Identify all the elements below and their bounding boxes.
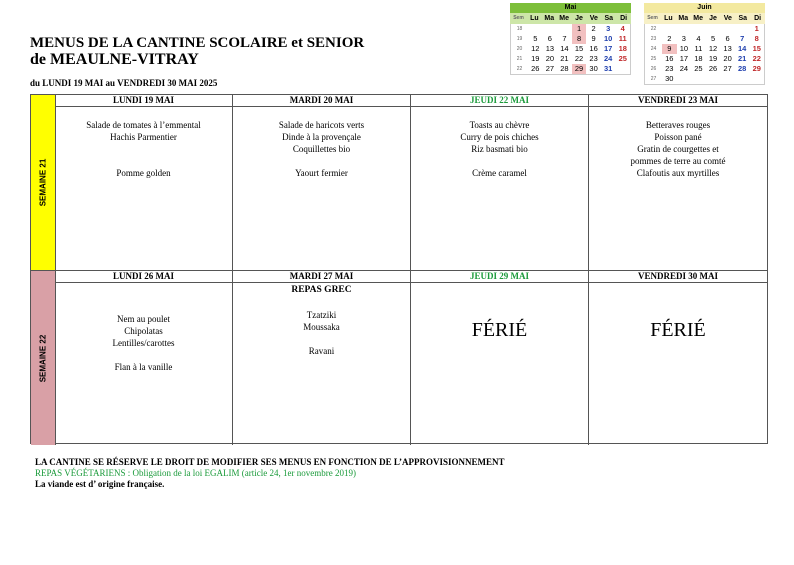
calendar-week-number: 21 [516, 56, 523, 62]
calendar-day [677, 74, 692, 84]
calendar-day: 12 [708, 44, 718, 53]
calendar-day: 27 [545, 64, 555, 73]
menu-items: Toasts au chèvre Curry de pois chiches Riz basmati bio Crème caramel [460, 120, 539, 178]
calendar-juin [644, 3, 765, 85]
calendar-day: 22 [752, 54, 761, 63]
calendar-week-number: 22 [516, 66, 523, 72]
calendar-weekday: Sem [513, 15, 524, 21]
calendar-day: 11 [618, 34, 627, 43]
calendar-day: 30 [589, 64, 598, 73]
calendar-day: 16 [665, 54, 674, 63]
calendar-day: 10 [679, 44, 689, 53]
day-jeudi-22 [411, 95, 589, 270]
calendar-day [543, 24, 558, 34]
calendar-weekday: Ma [544, 15, 555, 22]
calendar-weekday: Sa [604, 15, 613, 22]
calendar-day: 5 [710, 34, 716, 43]
calendar-day [706, 74, 721, 84]
calendar-day: 20 [545, 54, 555, 63]
calendar-day: 20 [723, 54, 732, 63]
page-subtitle: de MEAULNE-VITRAY [30, 51, 199, 68]
calendar-day: 13 [545, 44, 555, 53]
calendar-day [677, 24, 692, 34]
calendar-week-row [645, 64, 764, 74]
calendar-day: 29 [572, 64, 587, 74]
day-lundi-19 [55, 95, 233, 270]
calendar-day: 26 [531, 64, 540, 73]
calendar-weekday: Sem [647, 15, 658, 21]
calendar-day: 22 [574, 54, 584, 63]
day-header: LUNDI 19 MAI [55, 95, 232, 107]
calendar-day [706, 24, 721, 34]
calendar-day: 18 [694, 54, 703, 63]
calendar-day [720, 74, 735, 84]
calendar-day: 15 [574, 44, 584, 53]
day-jeudi-29 [411, 271, 589, 445]
calendar-day: 13 [723, 44, 732, 53]
day-header: MARDI 20 MAI [233, 95, 410, 107]
calendar-day: 4 [620, 24, 625, 33]
calendar-week-row [645, 54, 764, 64]
calendar-day: 14 [560, 44, 569, 53]
calendar-week-row [645, 44, 764, 54]
calendar-day: 19 [531, 54, 540, 63]
calendar-week-number: 22 [650, 26, 657, 32]
calendar-week-row [645, 24, 764, 34]
calendar-week-number: 18 [516, 26, 523, 32]
day-header: LUNDI 26 MAI [55, 271, 232, 283]
calendar-weekday: Ve [723, 15, 732, 22]
date-range: du LUNDI 19 MAI au VENDREDI 30 MAI 2025 [30, 78, 218, 88]
calendar-week-row [511, 34, 630, 44]
holiday-label: FÉRIÉ [650, 319, 706, 341]
calendar-month-header: Juin [644, 3, 765, 13]
calendar-week-row [511, 24, 630, 34]
calendar-day: 25 [694, 64, 703, 73]
calendar-weekday: Di [620, 15, 628, 22]
calendar-weekday: Me [693, 15, 704, 22]
calendar-weekday: Lu [664, 15, 673, 22]
calendar-day: 30 [665, 74, 674, 83]
day-lundi-26 [55, 271, 233, 445]
calendar-day: 2 [591, 24, 596, 33]
day-mardi-20 [233, 95, 411, 270]
calendar-weekday: Sa [738, 15, 747, 22]
calendar-day: 10 [604, 34, 613, 43]
calendar-week-number: 25 [650, 56, 657, 62]
calendar-day: 19 [708, 54, 718, 63]
calendar-week-number: 23 [650, 36, 657, 42]
menu-items: Tzatziki Moussaka Ravani [303, 310, 340, 356]
calendar-mai [510, 3, 631, 75]
calendar-day [615, 64, 630, 74]
calendar-day [691, 24, 706, 34]
note-disclaimer: LA CANTINE SE RÉSERVE LE DROIT DE MODIFIER SES MENUS EN FONCTION DE L’APPROVISIONNEMENT [35, 457, 505, 467]
calendar-day: 17 [604, 44, 613, 53]
calendar-week-row [511, 64, 630, 74]
calendar-day: 15 [752, 44, 761, 53]
calendar-day [691, 74, 706, 84]
calendar-weekday: Je [709, 15, 717, 22]
week-label: SEMAINE 21 [31, 95, 56, 270]
calendar-week-number: 20 [516, 46, 523, 52]
week-21 [31, 95, 767, 270]
calendar-weekday: Ve [589, 15, 598, 22]
calendar-day: 12 [531, 44, 540, 53]
footer-notes [35, 457, 505, 490]
calendar-day: 7 [740, 34, 745, 43]
calendar-day: 8 [572, 34, 587, 44]
week-label: SEMAINE 22 [31, 271, 56, 445]
calendar-day: 11 [694, 44, 703, 53]
page-title: MENUS DE LA CANTINE SCOLAIRE et SENIOR [30, 35, 365, 51]
calendar-day: 21 [738, 54, 747, 63]
day-header: VENDREDI 23 MAI [589, 95, 767, 107]
calendar-day: 28 [560, 64, 569, 73]
calendar-weekday: Lu [530, 15, 539, 22]
calendar-weekday-row [644, 13, 765, 24]
calendar-day: 7 [562, 34, 567, 43]
calendar-day: 23 [665, 64, 674, 73]
calendar-month-header: Mai [510, 3, 631, 13]
calendar-weekday-row [510, 13, 631, 24]
menu-items: Betteraves rouges Poisson pané Gratin de courgettes et pommes de terre au comté Clafoutis aux myrtilles [630, 120, 726, 178]
calendar-day: 1 [754, 24, 759, 33]
calendar-day: 26 [708, 64, 718, 73]
calendar-day: 31 [604, 64, 613, 73]
calendar-day: 24 [679, 64, 689, 73]
calendar-week-number: 26 [650, 66, 657, 72]
calendar-day: 3 [681, 34, 686, 43]
day-header: JEUDI 29 MAI [411, 271, 588, 283]
calendar-day: 4 [696, 34, 701, 43]
calendar-day: 21 [560, 54, 569, 63]
calendar-day: 29 [752, 64, 761, 73]
calendar-day [735, 74, 750, 84]
note-meat-origin: La viande est d’ origine française. [35, 479, 165, 489]
calendar-day: 2 [667, 34, 672, 43]
menu-items: Salade de haricots verts Dinde à la provençale Coquillettes bio Yaourt fermier [278, 120, 365, 178]
day-header: JEUDI 22 MAI [411, 95, 588, 107]
note-vegetarian: REPAS VÉGÉTARIENS : Obligation de la loi EGALIM (article 24, 1er novembre 2019) [35, 468, 356, 478]
calendar-day: 14 [738, 44, 747, 53]
calendar-day [662, 24, 677, 34]
calendar-week-number: 27 [650, 76, 657, 82]
calendar-weekday: Je [575, 15, 583, 22]
calendar-day [720, 24, 735, 34]
menu-theme: REPAS GREC [291, 285, 352, 295]
calendar-day: 6 [725, 34, 730, 43]
calendar-day [749, 74, 764, 84]
calendar-day: 8 [754, 34, 759, 43]
day-header: VENDREDI 30 MAI [589, 271, 767, 283]
calendar-week-row [645, 34, 764, 44]
calendar-week-number: 19 [516, 36, 523, 42]
calendar-week-row [645, 74, 764, 84]
day-vendredi-30 [589, 271, 767, 445]
calendar-weekday: Di [754, 15, 762, 22]
calendar-day: 25 [618, 54, 627, 63]
day-header: MARDI 27 MAI [233, 271, 410, 283]
calendar-day: 28 [738, 64, 747, 73]
calendar-day: 3 [606, 24, 611, 33]
week-22 [31, 270, 767, 445]
menu-items: Salade de tomates à l’emmental Hachis Parmentier Pomme golden [86, 120, 201, 178]
holiday-label: FÉRIÉ [471, 319, 528, 341]
calendar-weekday: Ma [678, 15, 689, 22]
calendar-day: 16 [589, 44, 598, 53]
menu-grid [30, 94, 768, 444]
menu-items: Nem au poulet Chipolatas Lentilles/carottes Flan à la vanille [112, 314, 175, 372]
calendar-day: 9 [591, 34, 596, 43]
calendar-day: 6 [547, 34, 552, 43]
calendar-week-number: 24 [650, 46, 657, 52]
calendar-day: 9 [662, 44, 677, 54]
day-mardi-27 [233, 271, 411, 445]
calendar-week-row [511, 54, 630, 64]
calendar-week-row [511, 44, 630, 54]
calendar-day: 27 [723, 64, 732, 73]
calendar-day: 5 [533, 34, 538, 43]
calendar-day [735, 24, 750, 34]
calendar-day: 1 [572, 24, 587, 34]
calendar-day: 18 [618, 44, 627, 53]
day-vendredi-23 [589, 95, 767, 270]
calendar-day [557, 24, 572, 34]
calendar-day [528, 24, 543, 34]
calendar-day: 24 [604, 54, 613, 63]
calendar-weekday: Me [559, 15, 570, 22]
calendar-day: 17 [679, 54, 689, 63]
calendar-day: 23 [589, 54, 598, 63]
